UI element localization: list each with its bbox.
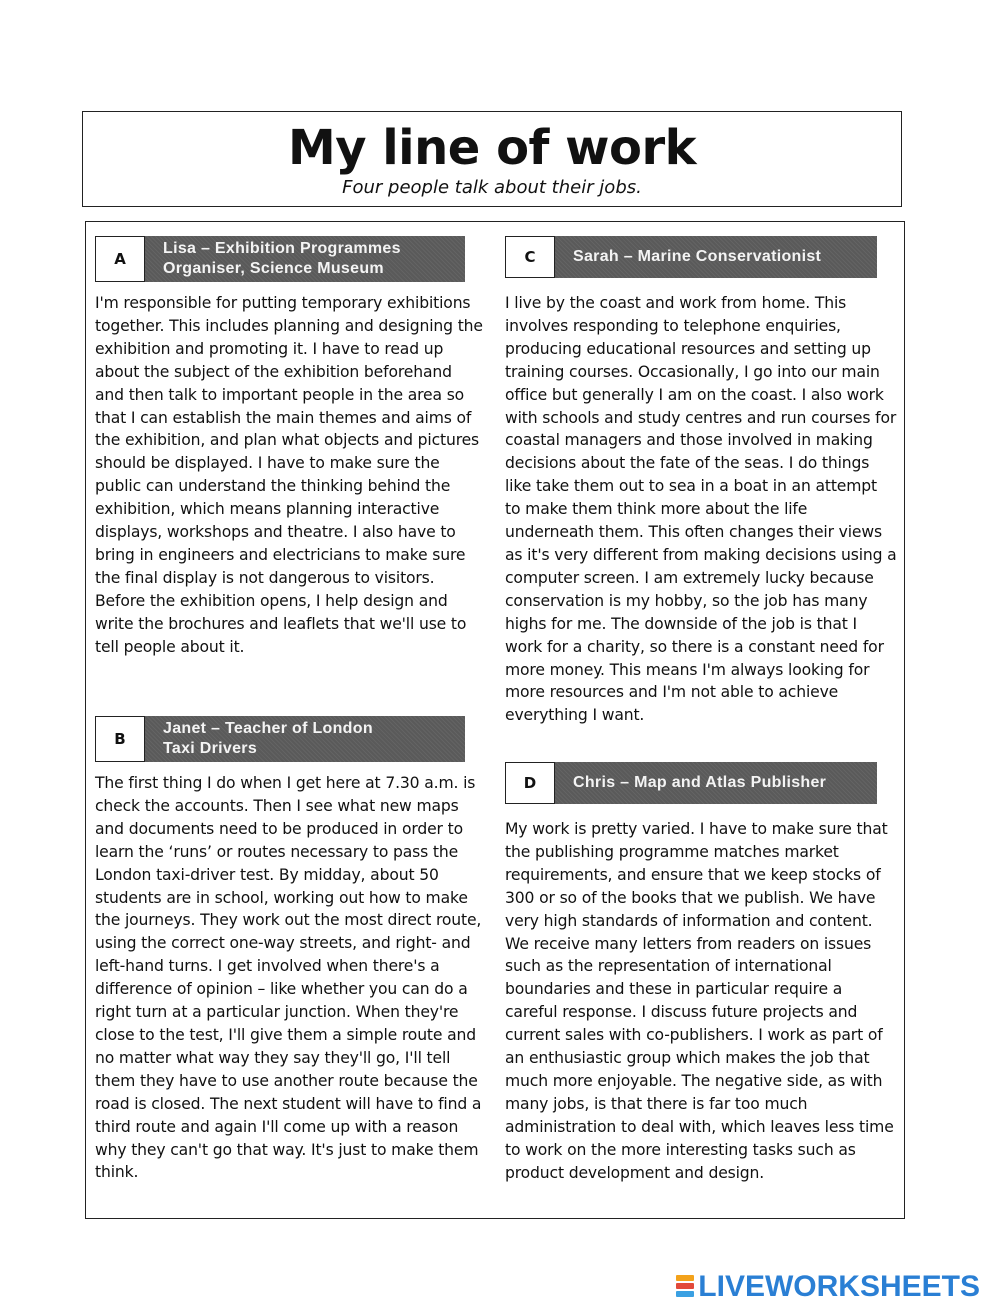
section-b [95,716,485,1184]
title-box [82,111,902,207]
liveworksheets-logo-icon [676,1275,694,1299]
section-letter: B [95,716,145,762]
section-body: My work is pretty varied. I have to make sure that the publishing programme matches market requirements, and ensure that we keep stocks of 300 or so of the books that we publish. We have very high standards of information and content. We receive many letters from readers on issues such as the representation of international boundaries and these in particular require a careful response. I discuss future projects and current sales with co-publishers. I work as part of an enthusiastic group which makes the job that much more enjoyable. The negative side, as with many jobs, is that there is far too much administration to deal with, which leaves less time to work on the more interesting tasks such as product development and design. [505,820,894,1182]
section-header [95,236,485,282]
section-title-bar: Chris – Map and Atlas Publisher [555,762,877,804]
section-title-bar: Sarah – Marine Conservationist [555,236,877,278]
section-letter: C [505,236,555,278]
section-body: The first thing I do when I get here at 7.30 a.m. is check the accounts. Then I see what new maps and documents need to be produced in order to learn the ‘runs’ or routes necessary to pass the London taxi-driver test. By midday, about 50 students are in school, working out how to make the journeys. They work out the most direct route, using the correct one-way streets, and right- and left-hand turns. I get involved when there's a difference of opinion – like whether you can do a right turn at a particular junction. When they're close to the test, I'll give them a simple route and no matter what way they say they'll go, I'll tell them they have to use another route because the road is closed. The next student will have to find a third route and again I'll come up with a reason why they can't go that way. It's just to make them think. [95,774,482,1182]
liveworksheets-logo-text: LIVEWORKSHEETS [698,1270,980,1303]
section-header [505,236,897,278]
section-title-bar [145,236,465,282]
section-header [505,762,897,804]
liveworksheets-logo[interactable] [676,1270,980,1304]
page-subtitle: Four people talk about their jobs. [342,177,642,198]
section-title-line: Lisa – Exhibition Programmes [163,240,401,257]
section-header [95,716,485,762]
section-c [505,236,897,727]
section-body: I'm responsible for putting temporary exhibitions together. This includes planning and designing the exhibition and promoting it. I have to read up about the subject of the exhibition beforehand and then talk to important people in the area so that I can establish the main themes and aims of the exhibition, and plan what objects and pictures should be displayed. I have to make sure the public can understand the thinking behind the exhibition, which means planning interactive displays, workshops and theatre. I also have to bring in engineers and electricians to make sure the final display is not dangerous to visitors. Before the exhibition opens, I help design and write the brochures and leaflets that we'll use to tell people about it. [95,294,483,656]
section-title-bar [145,716,465,762]
section-letter: D [505,762,555,804]
section-title-line: Organiser, Science Museum [163,260,384,277]
page-title: My line of work [287,120,697,176]
section-letter: A [95,236,145,282]
section-a [95,236,485,659]
section-d [505,762,897,1185]
section-title-line: Janet – Teacher of London [163,720,373,737]
section-body: I live by the coast and work from home. This involves responding to telephone enquiries, producing educational resources and setting up training courses. Occasionally, I go into our main office but generally I am on the coast. I also work with schools and study centres and run courses for coastal managers and those involved in making decisions about the fate of the seas. I do things like take them out to sea in a boat in an attempt to make them think more about the life underneath them. This often changes their views as it's very different from making decisions using a computer screen. I am extremely lucky because conservation is my hobby, so the job has many highs for me. The downside of the job is that I work for a charity, so there is a constant need for more money. This means I'm always looking for more resources and I'm not able to achieve everything I want. [505,294,897,725]
section-title-line: Taxi Drivers [163,740,258,757]
